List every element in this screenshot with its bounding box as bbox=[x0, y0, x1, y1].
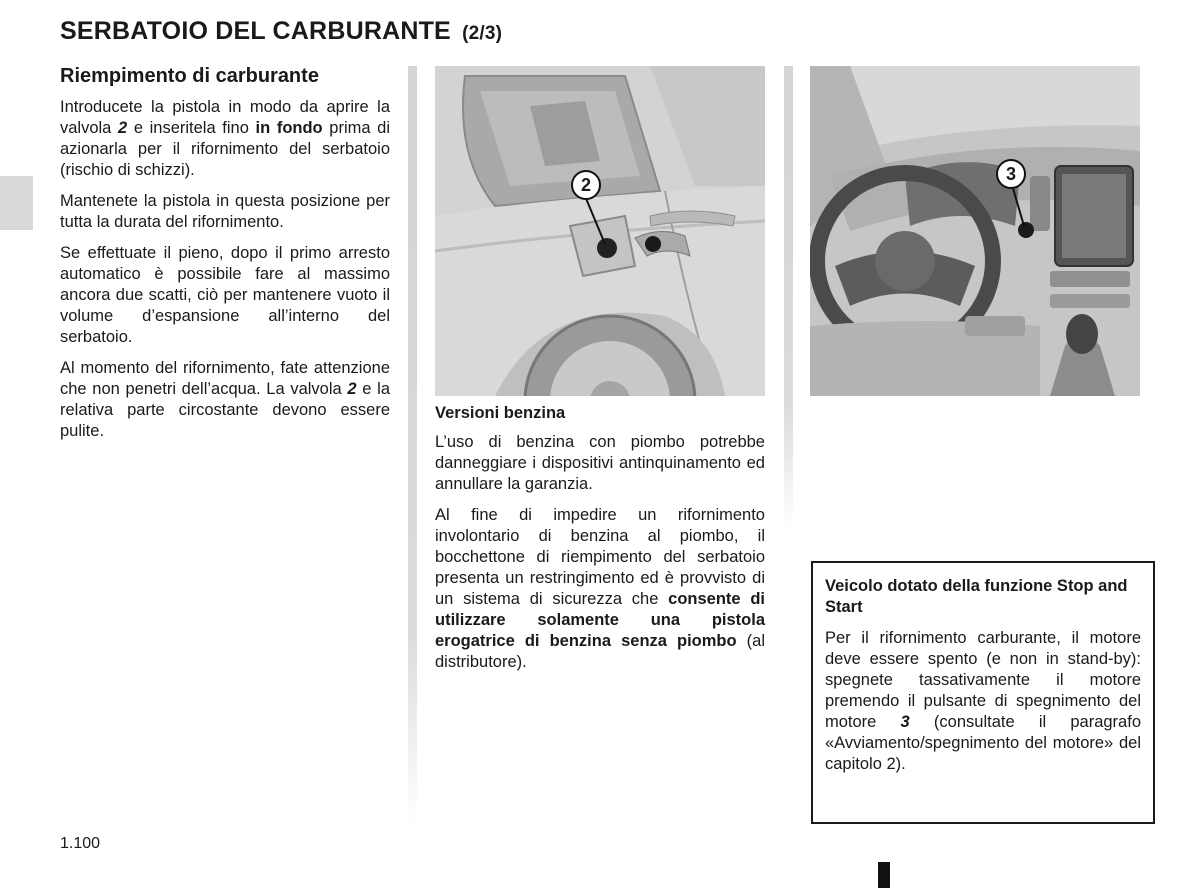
fuel-filler-drawing bbox=[435, 66, 765, 396]
paragraph-hold-nozzle: Mantenete la pistola in questa posizione per tutta la durata del rifornimento. bbox=[60, 192, 390, 231]
middle-column bbox=[435, 403, 765, 683]
paragraph-filler-restriction: Al fine di impedire un rifornimento involontario di benzina al piombo, il bocchettone di riempimento del serbatoio presenta un restringimento ed è provvisto di un sistema di sicurezza che consente di utilizzare solamente una pistola erogatrice di benzina senza piombo (al distributore). bbox=[435, 506, 766, 671]
paragraph-leaded-petrol: L’uso di benzina con piombo potrebbe danneggiare i dispositivi antinquinamento ed annullare la garanzia. bbox=[435, 433, 765, 493]
petrol-versions-heading: Versioni benzina bbox=[435, 404, 566, 422]
left-column bbox=[60, 64, 390, 452]
title-text: SERBATOIO DEL CARBURANTE bbox=[60, 17, 451, 45]
column-separator-left bbox=[408, 66, 417, 826]
title-page-suffix: (2/3) bbox=[462, 23, 503, 44]
note-body: Per il rifornimento carburante, il motore deve essere spento (e non in stand-by): spegnete tassativamente il motore premendo il pulsante di spegnimento del motore 3 (consultate il paragrafo «Avviamento/spegnimento del motore» del capitolo 2). bbox=[825, 629, 1141, 773]
callout-3: 3 bbox=[996, 159, 1026, 189]
ref-valve-2: 2 bbox=[118, 119, 128, 137]
dashboard-drawing bbox=[810, 66, 1140, 396]
stop-start-note bbox=[811, 561, 1155, 824]
paragraph-full-tank: Se effettuate il pieno, dopo il primo arresto automatico è possibile fare al massimo ancora due scatti, ciò per mantenere vuoto il volume d’espansione all’interno del serbatoio. bbox=[60, 244, 390, 346]
column-separator-right bbox=[784, 66, 793, 526]
section-heading: Riempimento di carburante bbox=[60, 65, 319, 87]
paragraph-water-warning: Al momento del rifornimento, fate attenzione che non penetri dell’acqua. La valvola 2 e la relativa parte circostante devono essere pulite. bbox=[60, 359, 390, 440]
page-number: 1.100 bbox=[60, 835, 101, 852]
ref-button-3: 3 bbox=[900, 713, 910, 731]
ref-valve-2: 2 bbox=[347, 380, 357, 398]
page-edge-marker bbox=[878, 862, 890, 888]
chapter-tab-marker bbox=[0, 176, 33, 230]
note-title: Veicolo dotato della funzione Stop and Start bbox=[825, 577, 1128, 616]
page-title bbox=[60, 17, 502, 46]
paragraph-insert-nozzle: Introducete la pistola in modo da aprire la valvola 2 e inseritela fino in fondo prima di azionarla per il rifornimento del serbatoio (rischio di schizzi). bbox=[60, 98, 390, 179]
callout-2: 2 bbox=[571, 170, 601, 200]
fuel-filler-illustration bbox=[435, 66, 765, 396]
dashboard-illustration bbox=[810, 66, 1140, 396]
